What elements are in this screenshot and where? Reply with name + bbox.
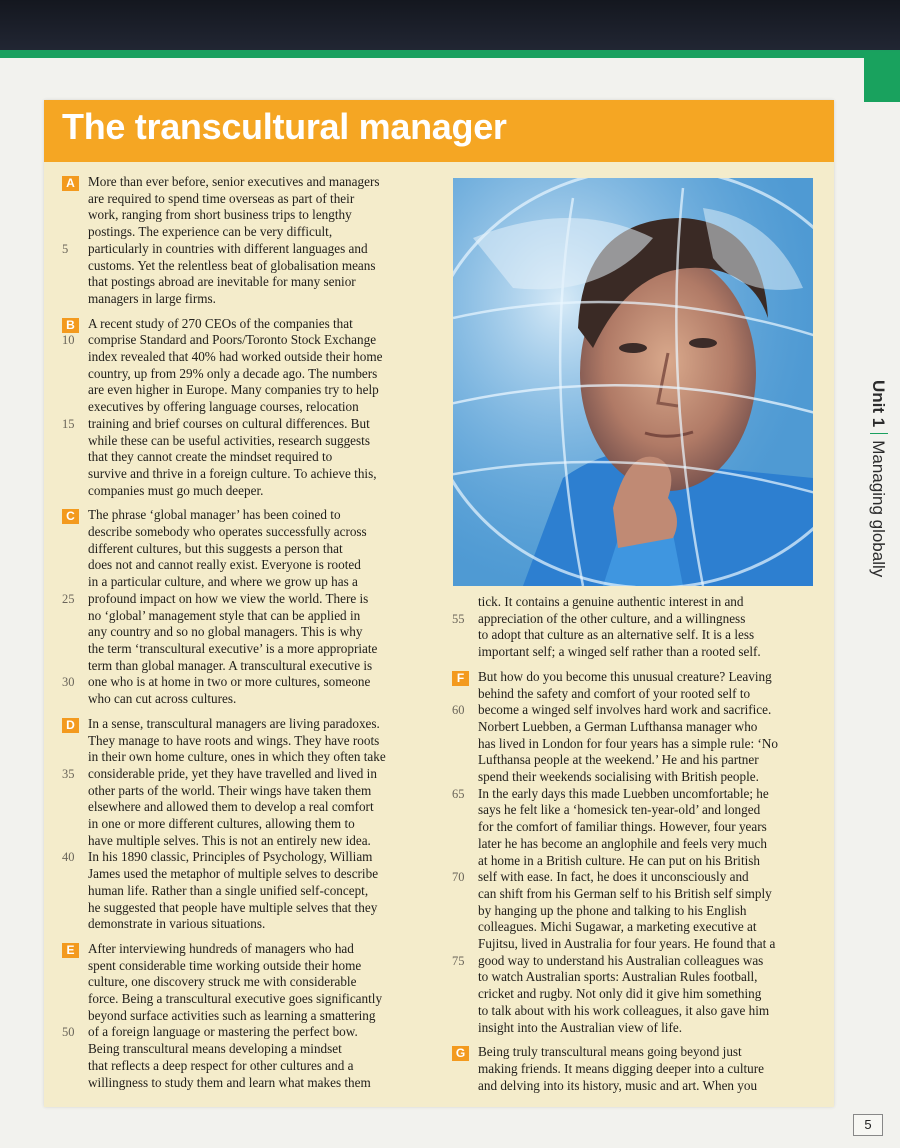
line-text: training and brief courses on cultural differences. But xyxy=(88,415,370,431)
line-text: by hanging up the phone and talking to his English xyxy=(478,902,747,918)
text-line xyxy=(62,674,437,691)
line-text: They manage to have roots and wings. They have roots xyxy=(88,732,380,748)
text-line xyxy=(478,886,822,903)
line-number: 5 xyxy=(62,241,69,256)
text-line xyxy=(88,224,437,241)
text-line xyxy=(478,853,822,870)
line-text: and delving into its history, music and art. When you xyxy=(478,1077,758,1093)
line-text: culture, one discovery struck me with considerable xyxy=(88,974,357,990)
text-line xyxy=(88,274,437,291)
article-panel xyxy=(44,100,834,1107)
text-line xyxy=(478,1061,822,1078)
line-text: human life. Rather than a single unified self-concept, xyxy=(88,882,369,898)
line-text: demonstrate in various situations. xyxy=(88,916,266,932)
line-text: More than ever before, senior executives and managers xyxy=(88,174,380,189)
text-line xyxy=(62,415,437,433)
text-line xyxy=(478,1044,822,1061)
line-text: of a foreign language or mastering the perfect bow. xyxy=(88,1024,358,1040)
text-line xyxy=(88,557,437,574)
text-line xyxy=(88,749,437,766)
line-text: to adopt that culture as an alternative self. It is a less xyxy=(478,627,755,643)
text-line xyxy=(478,836,822,853)
line-text: no ‘global’ management style that can be applied in xyxy=(88,607,361,623)
line-text: But how do you become this unusual creature? Leaving xyxy=(478,668,772,684)
unit-number: Unit 1 xyxy=(869,380,888,428)
text-line xyxy=(88,624,437,641)
line-text: Being transcultural means developing a mindset xyxy=(88,1041,342,1057)
text-line xyxy=(478,919,822,936)
line-text: says he felt like a ‘homesick ten-year-old’ and longed xyxy=(478,802,761,818)
paragraph xyxy=(452,1044,822,1094)
text-line xyxy=(478,644,822,661)
text-line xyxy=(88,207,437,224)
line-number: 50 xyxy=(62,1025,75,1040)
text-line xyxy=(88,783,437,800)
text-line xyxy=(62,765,437,783)
line-text: in their own home culture, ones in which they often take xyxy=(88,749,386,765)
line-text: insight into the Australian view of life. xyxy=(478,1019,683,1035)
text-line xyxy=(88,833,437,850)
line-text: Lufthansa people at the weekend.’ He and his partner xyxy=(478,752,759,768)
text-line xyxy=(88,541,437,558)
page-number: 5 xyxy=(853,1114,883,1136)
text-line xyxy=(452,610,822,628)
line-number: 40 xyxy=(62,850,75,865)
line-number: 60 xyxy=(452,703,465,718)
text-line xyxy=(88,316,437,333)
text-line xyxy=(478,903,822,920)
line-text: tick. It contains a genuine authentic interest in and xyxy=(478,594,744,609)
text-line xyxy=(88,399,437,416)
text-line xyxy=(88,174,437,191)
text-line xyxy=(88,291,437,308)
line-text: at home in a British culture. He can put on his British xyxy=(478,852,761,868)
line-text: that they cannot create the mindset required to xyxy=(88,449,333,465)
line-number: 30 xyxy=(62,675,75,690)
text-line xyxy=(452,952,822,970)
text-line xyxy=(88,991,437,1008)
line-text: country, up from 29% only a decade ago. The numbers xyxy=(88,365,378,381)
text-line xyxy=(88,574,437,591)
line-text: spend their weekends socialising with British people. xyxy=(478,769,759,785)
paragraph xyxy=(62,316,437,500)
line-text: postings. The experience can be very difficult, xyxy=(88,224,333,240)
line-number: 15 xyxy=(62,416,75,431)
line-text: behind the safety and comfort of your rooted self to xyxy=(478,685,751,701)
text-line xyxy=(88,349,437,366)
line-text: one who is at home in two or more cultures, someone xyxy=(88,674,371,690)
line-text: describe somebody who operates successfully across xyxy=(88,524,367,540)
text-line xyxy=(88,900,437,917)
line-number: 55 xyxy=(452,611,465,626)
paragraph-letter: D xyxy=(62,718,79,733)
text-line xyxy=(88,641,437,658)
text-line xyxy=(88,191,437,208)
line-text: James used the metaphor of multiple selves to describe xyxy=(88,866,379,882)
line-text: survive and thrive in a foreign culture. To achieve this, xyxy=(88,465,377,481)
text-line xyxy=(88,1075,437,1092)
text-line xyxy=(88,608,437,625)
text-line xyxy=(88,974,437,991)
line-number: 65 xyxy=(452,786,465,801)
line-text: considerable pride, yet they have travelled and lived in xyxy=(88,765,377,781)
line-number: 75 xyxy=(452,953,465,968)
line-text: managers in large firms. xyxy=(88,290,216,306)
line-number: 10 xyxy=(62,333,75,348)
text-line xyxy=(88,449,437,466)
line-text: force. Being a transcultural executive goes significantly xyxy=(88,991,383,1007)
text-line xyxy=(88,691,437,708)
text-line xyxy=(478,802,822,819)
text-line xyxy=(478,669,822,686)
text-line xyxy=(88,733,437,750)
line-text: that postings abroad are inevitable for many senior xyxy=(88,274,356,290)
text-line xyxy=(452,702,822,719)
text-line xyxy=(478,736,822,753)
line-text: he suggested that people have multiple selves that they xyxy=(88,899,378,915)
divider xyxy=(870,433,888,434)
line-text: cricket and rugby. Not only did it give him something xyxy=(478,986,762,1002)
line-text: The phrase ‘global manager’ has been coined to xyxy=(88,507,341,523)
article-title: The transcultural manager xyxy=(62,106,507,147)
paragraph-letter: A xyxy=(62,176,79,191)
text-line xyxy=(62,240,437,258)
line-text: any country and so no global managers. This is why xyxy=(88,624,363,640)
text-line xyxy=(478,819,822,836)
text-line xyxy=(478,627,822,644)
line-text: willingness to study them and learn what makes them xyxy=(88,1074,371,1090)
line-number: 70 xyxy=(452,870,465,885)
paragraph xyxy=(452,594,822,661)
line-text: Being truly transcultural means going beyond just xyxy=(478,1044,742,1060)
text-line xyxy=(88,433,437,450)
line-text: customs. Yet the relentless beat of globalisation means xyxy=(88,257,376,273)
text-line xyxy=(88,716,437,733)
paragraph xyxy=(62,716,437,933)
text-line xyxy=(452,869,822,886)
text-line xyxy=(478,719,822,736)
line-text: comprise Standard and Poors/Toronto Stock Exchange xyxy=(88,332,377,348)
line-text: the term ‘transcultural executive’ is a more appropriate xyxy=(88,640,378,656)
line-text: have multiple selves. This is not an entirely new idea. xyxy=(88,832,371,848)
line-text: that reflects a deep respect for other cultures and a xyxy=(88,1057,354,1073)
line-text: good way to understand his Australian colleagues was xyxy=(478,952,764,968)
paragraph-letter: F xyxy=(452,671,469,686)
line-text: later he has become an anglophile and feels very much xyxy=(478,835,767,851)
businessman-globe-photo xyxy=(453,178,813,586)
line-text: does not and cannot really exist. Everyone is rooted xyxy=(88,557,361,573)
paragraph-letter: B xyxy=(62,318,79,333)
line-text: index revealed that 40% had worked outside their home xyxy=(88,349,383,365)
line-text: are even higher in Europe. Many companies try to help xyxy=(88,382,379,398)
text-line xyxy=(478,752,822,769)
text-line xyxy=(478,686,822,703)
text-line xyxy=(88,916,437,933)
unit-topic: Managing globally xyxy=(869,440,888,578)
line-text: beyond surface activities such as learning a smattering xyxy=(88,1007,376,1023)
line-text: are required to spend time overseas as part of their xyxy=(88,190,355,206)
line-text: making friends. It means digging deeper into a culture xyxy=(478,1060,765,1076)
text-line xyxy=(478,1078,822,1095)
text-line xyxy=(62,590,437,608)
line-text: In his 1890 classic, Principles of Psychology, William xyxy=(88,849,373,865)
text-line xyxy=(88,1041,437,1058)
text-line xyxy=(478,594,822,611)
unit-side-label xyxy=(864,380,888,630)
text-line xyxy=(452,785,822,803)
text-line xyxy=(88,258,437,275)
text-line xyxy=(88,524,437,541)
line-text: In a sense, transcultural managers are living paradoxes. xyxy=(88,715,380,731)
right-column xyxy=(452,594,822,1102)
paragraph xyxy=(62,507,437,707)
line-text: to talk about with his work colleagues, it also gave him xyxy=(478,1002,770,1018)
line-number: 35 xyxy=(62,766,75,781)
line-text: while these can be useful activities, research suggests xyxy=(88,432,370,448)
text-line xyxy=(88,507,437,524)
line-text: colleagues. Michi Sugawar, a marketing executive at xyxy=(478,919,757,935)
left-column xyxy=(62,174,437,1099)
line-text: term than global manager. A transcultural executive is xyxy=(88,657,373,673)
text-line xyxy=(88,816,437,833)
line-text: in a particular culture, and where we grow up has a xyxy=(88,574,358,590)
text-line xyxy=(62,849,437,866)
line-text: for the comfort of familiar things. However, four years xyxy=(478,819,767,835)
line-text: important self; a winged self rather than a rooted self. xyxy=(478,644,761,660)
line-text: elsewhere and allowed them to develop a real comfort xyxy=(88,799,374,815)
line-text: particularly in countries with different languages and xyxy=(88,240,368,256)
text-line xyxy=(88,466,437,483)
text-line xyxy=(478,986,822,1003)
line-text: different cultures, but this suggests a person that xyxy=(88,540,343,556)
line-text: Norbert Luebben, a German Lufthansa manager who xyxy=(478,718,758,734)
line-text: executives by offering language courses, relocation xyxy=(88,399,359,415)
text-line xyxy=(88,483,437,500)
text-line xyxy=(62,332,437,349)
line-text: appreciation of the other culture, and a willingness xyxy=(478,610,746,626)
text-line xyxy=(88,1008,437,1025)
text-line xyxy=(88,658,437,675)
line-text: who can cut across cultures. xyxy=(88,691,237,707)
text-line xyxy=(88,1058,437,1075)
text-line xyxy=(88,382,437,399)
line-text: become a winged self involves hard work and sacrifice. xyxy=(478,702,772,718)
paragraph xyxy=(62,174,437,308)
paragraph-letter: G xyxy=(452,1046,469,1061)
line-text: After interviewing hundreds of managers who had xyxy=(88,940,354,956)
text-line xyxy=(88,866,437,883)
text-line xyxy=(478,769,822,786)
line-text: in one or more different cultures, allowing them to xyxy=(88,816,355,832)
line-text: has lived in London for four years has a simple rule: ‘No xyxy=(478,735,778,751)
text-line xyxy=(88,958,437,975)
text-line xyxy=(88,883,437,900)
paragraph-letter: E xyxy=(62,943,79,958)
text-line xyxy=(62,1024,437,1041)
paragraph xyxy=(62,941,437,1091)
title-bar xyxy=(44,100,834,162)
text-line xyxy=(478,1003,822,1020)
line-text: companies must go much deeper. xyxy=(88,482,264,498)
text-line xyxy=(88,799,437,816)
line-text: In the early days this made Luebben uncomfortable; he xyxy=(478,785,769,801)
text-line xyxy=(88,941,437,958)
line-text: Fujitsu, lived in Australia for four years. He found that a xyxy=(478,936,776,952)
paragraph-letter: C xyxy=(62,509,79,524)
paragraph xyxy=(452,669,822,1036)
line-text: profound impact on how we view the world. There is xyxy=(88,590,369,606)
text-line xyxy=(88,366,437,383)
unit-color-tab xyxy=(864,52,900,102)
line-text: work, ranging from short business trips to lengthy xyxy=(88,207,352,223)
line-text: to watch Australian sports: Australian Rules football, xyxy=(478,969,758,985)
line-text: other parts of the world. Their wings have taken them xyxy=(88,782,372,798)
photo-illustration xyxy=(453,178,813,586)
line-text: self with ease. In fact, he does it unconsciously and xyxy=(478,869,749,885)
line-text: A recent study of 270 CEOs of the companies that xyxy=(88,315,353,331)
line-number: 25 xyxy=(62,591,75,606)
line-text: spent considerable time working outside their home xyxy=(88,957,362,973)
line-text: can shift from his German self to his British self simply xyxy=(478,885,772,901)
text-line xyxy=(478,936,822,953)
text-line xyxy=(478,969,822,986)
text-line xyxy=(478,1020,822,1037)
